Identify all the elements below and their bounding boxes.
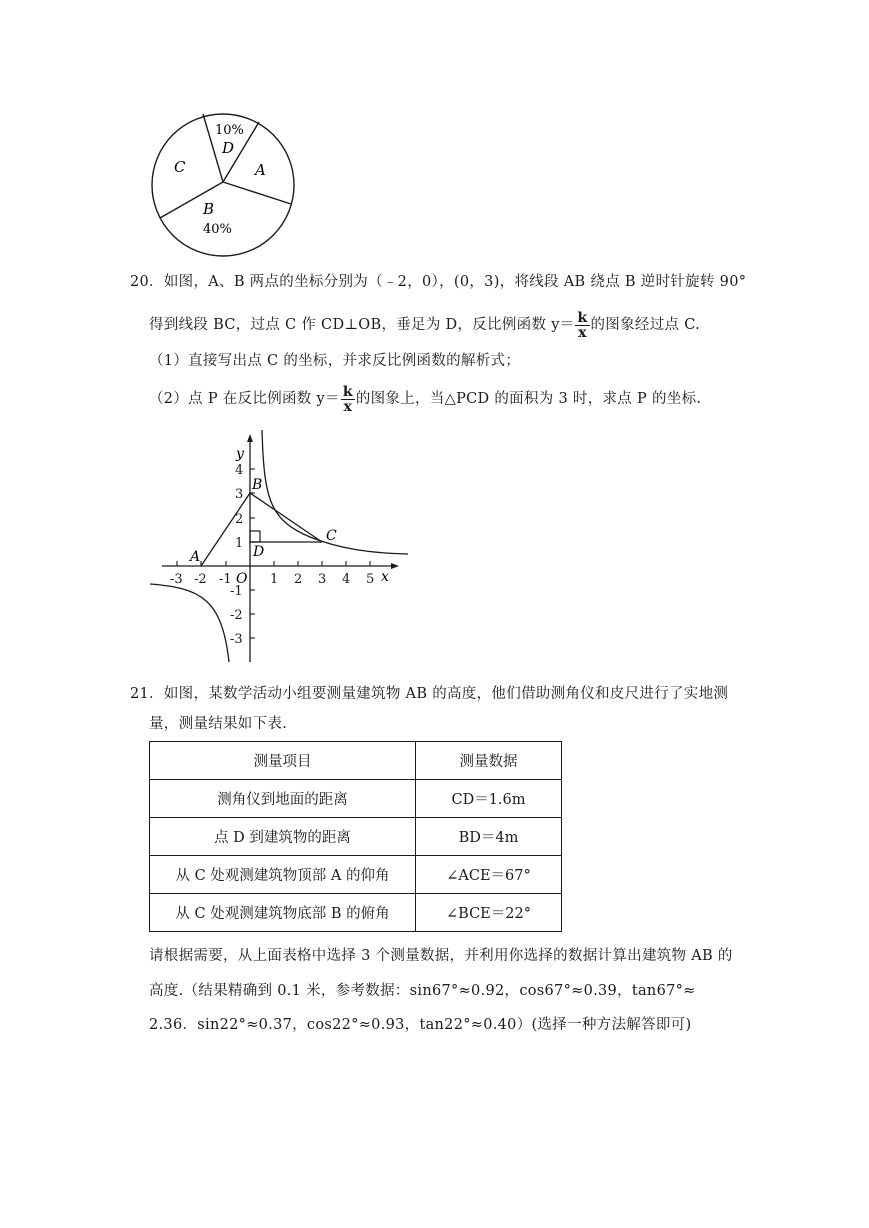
point-label-b: B — [252, 477, 263, 493]
measurement-table — [149, 741, 562, 932]
table-cell: 点 D 到建筑物的距离 — [150, 818, 416, 856]
q21-after3: 2.36．sin22°≈0.37，cos22°≈0.93，tan22°≈0.40）(选择一种方法解答即可) — [149, 1017, 692, 1033]
right-angle-mark — [250, 531, 260, 542]
pie-label-a: A — [255, 161, 266, 179]
coordinate-graph — [145, 425, 415, 670]
y-tick-label: 3 — [235, 487, 244, 502]
table-row — [150, 894, 562, 932]
y-tick-label: 4 — [235, 463, 244, 478]
pie-label-c: C — [174, 158, 186, 176]
x-tick-label: 4 — [342, 572, 351, 587]
y-tick-label: -3 — [230, 632, 243, 647]
q21-line1: 21．如图，某数学活动小组要测量建筑物 AB 的高度，他们借助测角仪和皮尺进行了实地测 — [130, 686, 729, 702]
q21-after2: 高度.（结果精确到 0.1 米，参考数据：sin67°≈0.92，cos67°≈0.39，tan67°≈ — [149, 983, 696, 999]
q21-line2: 量，测量结果如下表. — [149, 716, 288, 732]
segment-ab — [201, 493, 250, 566]
q20-line2-pre: 得到线段 BC，过点 C 作 CD⊥OB，垂足为 D，反比例函数 y＝ — [149, 317, 575, 333]
origin-label: O — [236, 571, 248, 587]
x-tick-label: 3 — [318, 572, 327, 587]
table-header-cell: 测量项目 — [150, 742, 416, 780]
hyperbola-branch-2 — [150, 584, 229, 662]
table-header-cell: 测量数据 — [416, 742, 562, 780]
point-label-c: C — [326, 528, 337, 544]
table-header-row — [150, 742, 562, 780]
pie-label-d: D — [222, 139, 235, 157]
x-axis-arrow — [391, 563, 399, 569]
y-axis-arrow — [247, 434, 253, 442]
pie-pct-d: 10% — [215, 123, 244, 138]
table-cell: ∠ACE＝67° — [416, 856, 562, 894]
q20-sub2-post: 的图象上，当△PCD 的面积为 3 时，求点 P 的坐标. — [355, 391, 702, 407]
y-tick-label: 2 — [235, 512, 244, 527]
segment-bc — [250, 493, 322, 542]
table-row — [150, 856, 562, 894]
x-tick-label: 2 — [294, 572, 303, 587]
q20-line2 — [149, 308, 700, 342]
table-cell: 从 C 处观测建筑物底部 B 的俯角 — [150, 894, 416, 932]
x-axis-label: x — [381, 569, 389, 585]
x-tick-label: 1 — [270, 572, 279, 587]
y-tick-label: -1 — [230, 584, 243, 599]
table-cell: ∠BCE＝22° — [416, 894, 562, 932]
q20-sub2 — [149, 382, 701, 416]
q20-sub2-pre: （2）点 P 在反比例函数 y＝ — [149, 391, 340, 407]
pie-figure — [148, 110, 298, 260]
pie-pct-b: 40% — [203, 222, 232, 237]
x-tick-label: -3 — [170, 572, 183, 587]
point-label-a: A — [190, 549, 201, 565]
fraction-k-over-x: $\frac{k}{x}$ — [577, 309, 588, 341]
x-tick-label: 5 — [366, 572, 375, 587]
y-tick-label: 1 — [235, 536, 244, 551]
pie-label-b: B — [203, 200, 215, 218]
point-label-d: D — [253, 544, 265, 560]
table-row — [150, 818, 562, 856]
x-tick-label: -2 — [194, 572, 207, 587]
table-row — [150, 780, 562, 818]
fraction-k-over-x-2: $\frac{k}{x}$ — [342, 383, 353, 415]
x-tick-label: -1 — [219, 572, 232, 587]
table-cell: CD＝1.6m — [416, 780, 562, 818]
q20-line2-post: 的图象经过点 C. — [590, 317, 700, 333]
table-cell: 从 C 处观测建筑物顶部 A 的仰角 — [150, 856, 416, 894]
q20-line1: 20．如图，A、B 两点的坐标分别为（﹣2，0），(0，3)，将线段 AB 绕点 B 逆时针旋转 90° — [130, 274, 747, 290]
q21-after1: 请根据需要，从上面表格中选择 3 个测量数据，并利用你选择的数据计算出建筑物 AB 的 — [149, 948, 733, 964]
table-cell: BD＝4m — [416, 818, 562, 856]
table-cell: 测角仪到地面的距离 — [150, 780, 416, 818]
y-axis-label: y — [236, 446, 244, 462]
q20-sub1: （1）直接写出点 C 的坐标，并求反比例函数的解析式； — [149, 353, 521, 369]
y-tick-label: -2 — [230, 608, 243, 623]
